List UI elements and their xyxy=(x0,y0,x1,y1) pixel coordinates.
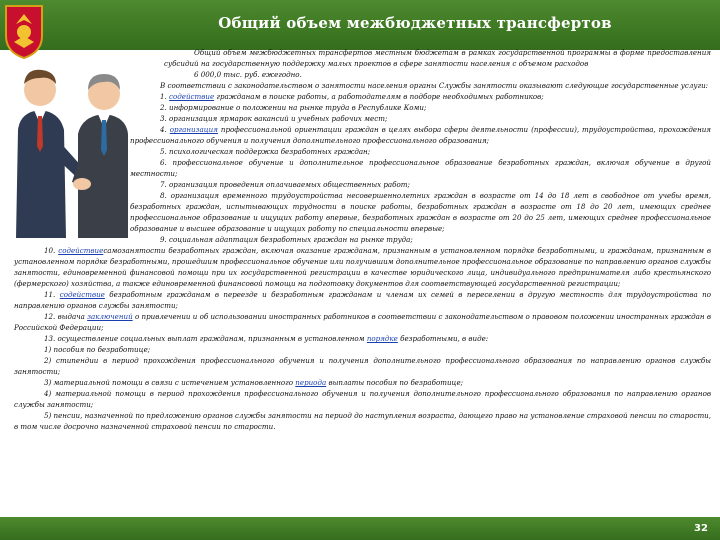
link-assistance[interactable]: содействие xyxy=(169,92,215,101)
link-procedure[interactable]: порядке xyxy=(366,334,398,343)
page-number: 32 xyxy=(694,523,708,534)
list-item: 1. содействие гражданам в поиске работы, а работодателям в подборе необходимых работников; xyxy=(160,92,544,101)
intro-paragraph: Общий объем межбюджетных трансфертов местным бюджетам в рамках государственной программы в форме предоставления субсидий на государственную поддержку малых проектов в сфере занятости населения с объемом расходов xyxy=(164,48,711,68)
list-item: 4. организация профессиональной ориентации граждан в целях выбора сферы деятельности (профессии), трудоустройства, прохождения профессионального обучения и получения дополнительного профессионального образования; xyxy=(130,125,712,145)
page-title: Общий объем межбюджетных трансфертов xyxy=(218,14,612,32)
link-conclusions[interactable]: заключений xyxy=(87,312,133,321)
list-item: 12. выдача заключений о привлечении и об использовании иностранных работников в соответствии с законодательством о правовом положении иностранных граждан в Российской Федерации; xyxy=(14,312,711,332)
link-organization[interactable]: организация xyxy=(169,125,218,134)
link-relocation[interactable]: содействие xyxy=(59,290,105,299)
sub-item: 3) материальной помощи в связи с истечением установленного периода выплаты пособия по безработице; xyxy=(44,378,464,387)
list-item: 13. осуществление социальных выплат гражданам, признанным в установленном порядке безработными, в виде: xyxy=(44,334,489,343)
list-item: 5. психологическая поддержка безработных граждан; xyxy=(160,147,371,156)
amount-line: 6 000,0 тыс. руб. ежегодно. xyxy=(194,70,302,79)
sub-item: 4) материальной помощи в период прохождения профессионального обучения и получения дополнительного профессионального образования по направлению органов службы занятости; xyxy=(14,389,711,409)
list-item: 8. организация временного трудоустройства несовершеннолетних граждан в возрасте от 14 до 18 лет в свободное от учебы время, безработных граждан, испытывающих трудности в поиске работы, безработных граждан в возрасте от 18 до 20 лет, имеющих среднее профессиональное образование и ищущих работу впервые, безработных граждан в возрасте от 20 до 25 лет, имеющих среднее профессиональное образование и высшее образование и ищущих работу по специальности впервые; xyxy=(130,191,711,233)
list-item: 2. информирование о положении на рынке труда в Республике Коми; xyxy=(160,103,427,112)
sub-item: 1) пособия по безработице; xyxy=(44,345,151,354)
list-item: 11. содействие безработным гражданам в переезде и безработным гражданам и членам их семей в переселении в другую местность для трудоустройства по направлению органов службы занятости; xyxy=(14,290,712,310)
link-self-employment[interactable]: содействие xyxy=(58,246,104,255)
list-item: 3. организация ярмарок вакансий и учебных рабочих мест; xyxy=(160,114,388,123)
sub-item: 5) пенсии, назначенной по предложению органов службы занятости на период до наступления возраста, дающего право на установление страховой пенсии по старости, в том числе досрочно назначенной страховой пенсии по старости. xyxy=(14,411,711,431)
list-item: 9. социальная адаптация безработных граждан на рынке труда; xyxy=(160,235,413,244)
list-item: 6. профессиональное обучение и дополнительное профессиональное образование безработных граждан, включая обучение в другой местности; xyxy=(130,158,711,178)
content-body xyxy=(14,47,711,432)
sub-item: 2) стипендии в период прохождения профессионального обучения и получения дополнительного профессионального образования по направлению органов службы занятости; xyxy=(14,356,711,376)
footer-bar xyxy=(0,517,720,540)
list-item: 10. содействиесамозанятости безработных граждан, включая оказание гражданам, признанным в установленном порядке безработными, и гражданам, признанным в установленном порядке безработными, прошедшим профессиональное обучение или получившим дополнительное профессиональное образование по направлению органов службы занятости, единовременной финансовой помощи при их государственной регистрации в качестве юридического лица, индивидуального предпринимателя либо крестьянского (фермерского) хозяйства, а также единовременной финансовой помощи на подготовку документов для соответствующей государственной регистрации; xyxy=(14,246,711,288)
link-period[interactable]: периода xyxy=(295,378,327,387)
lead-paragraph: В соответствии с законодательством о занятости населения органы Службы занятости оказывают следующие государственные услуги: xyxy=(160,81,709,90)
list-item: 7. организация проведения оплачиваемых общественных работ; xyxy=(160,180,410,189)
